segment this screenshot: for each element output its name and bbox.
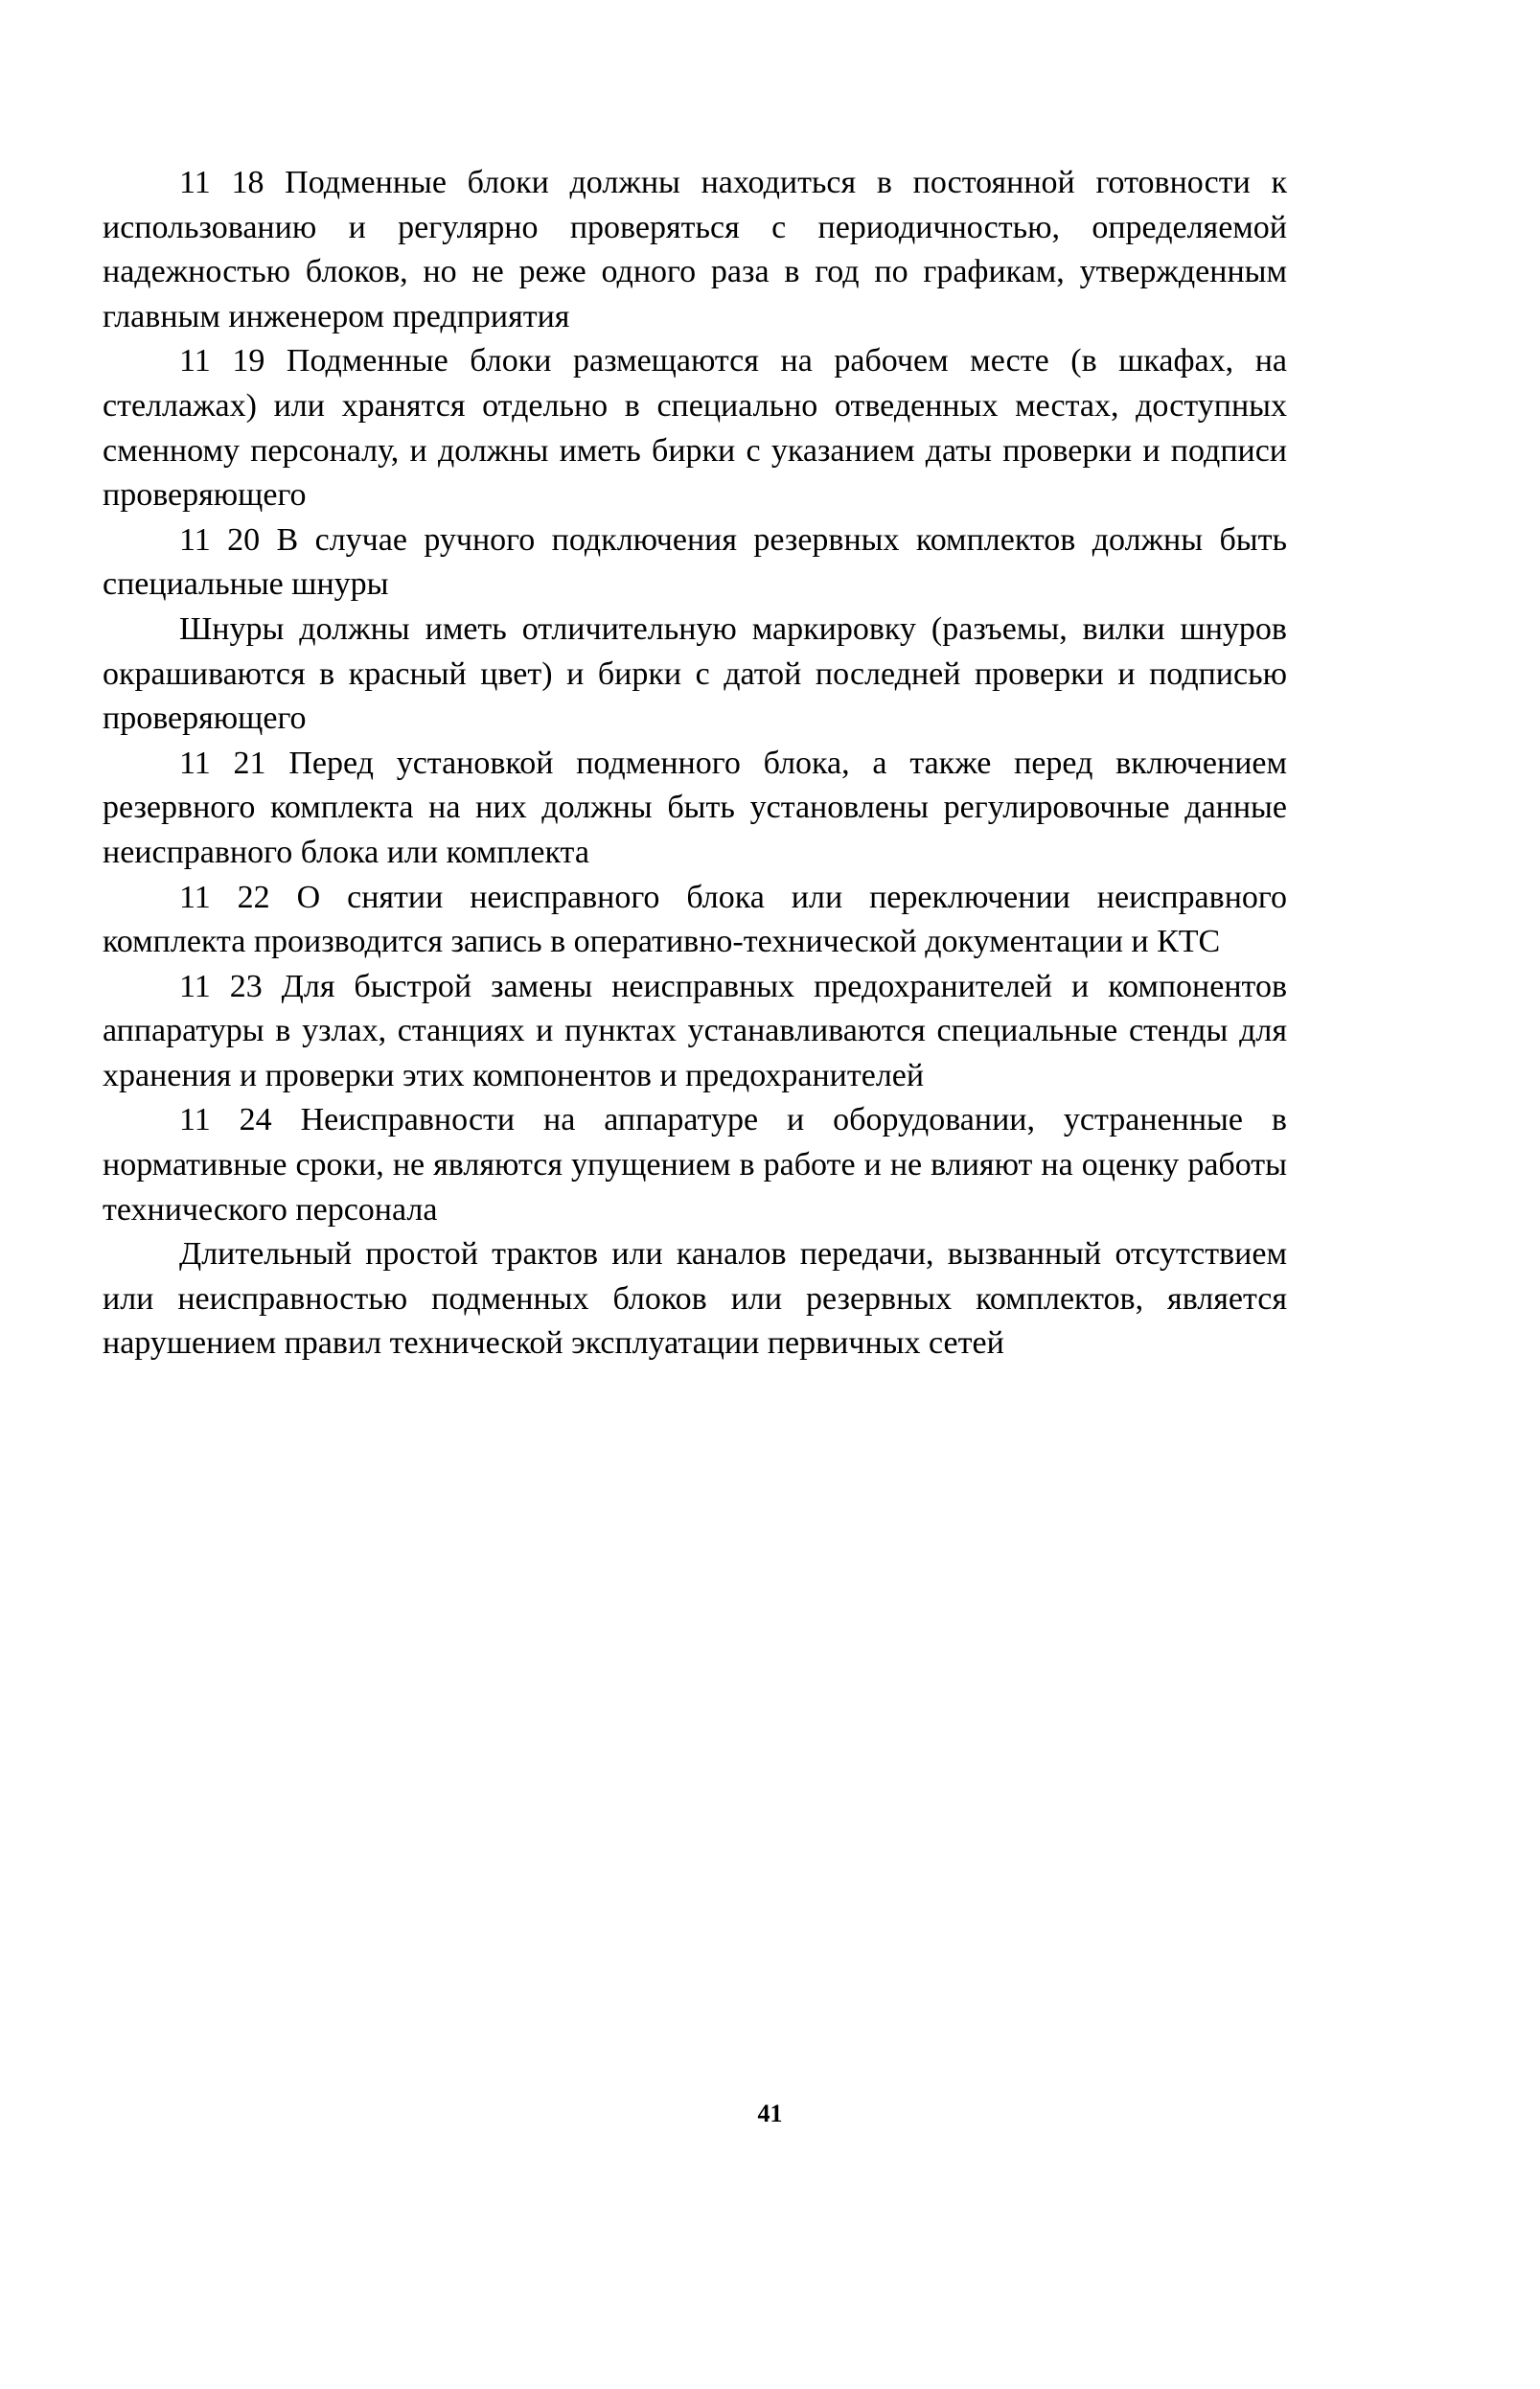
paragraph-11-21: 11 21 Перед установкой подменного блока, а также перед включением резервного комплекта на них должны быть установлены регулировочные данные неисправного блока или комплекта <box>103 745 1287 870</box>
paragraph-11-23: 11 23 Для быстрой замены неисправных предохранителей и компонентов аппаратуры в узлах, станциях и пунктах устанавливаются специальные стенды для хранения и проверки этих компонентов и предохранителей <box>103 968 1287 1093</box>
paragraph-11-19: 11 19 Подменные блоки размещаются на рабочем месте (в шкафах, на стеллажах) или хранятся отдельно в специально отведенных местах, доступных сменному персоналу, и должны иметь бирки с указанием даты проверки и подписи проверяющего <box>103 343 1287 514</box>
paragraph-11-24: 11 24 Неисправности на аппаратуре и оборудовании, устраненные в нормативные сроки, не являются упущением в работе и не влияют на оценку работы технического персонала <box>103 1102 1287 1228</box>
page-number: 41 <box>757 2100 783 2127</box>
body-text <box>103 161 1287 1367</box>
paragraph-long-downtime: Длительный простой трактов или каналов передачи, вызванный отсутствием или неисправностью подменных блоков или резервных комплектов, является нарушением правил технической эксплуатации первичных сетей <box>103 1236 1287 1362</box>
paragraph-11-18: 11 18 Подменные блоки должны находиться в постоянной готовности к использованию и регулярно проверяться с периодичностью, определяемой надежностью блоков, но не реже одного раза в год по графикам, утвержденным главным инженером предприятия <box>103 165 1287 334</box>
paragraph-11-20: 11 20 В случае ручного подключения резервных комплектов должны быть специальные шнуры <box>103 521 1287 603</box>
paragraph-cords-marking: Шнуры должны иметь отличительную маркировку (разъемы, вилки шнуров окрашиваются в красный цвет) и бирки с датой последней проверки и подписью проверяющего <box>103 610 1287 737</box>
paragraph-11-22: 11 22 О снятии неисправного блока или переключении неисправного комплекта производится запись в оперативно-технической документации и КТС <box>103 879 1287 960</box>
